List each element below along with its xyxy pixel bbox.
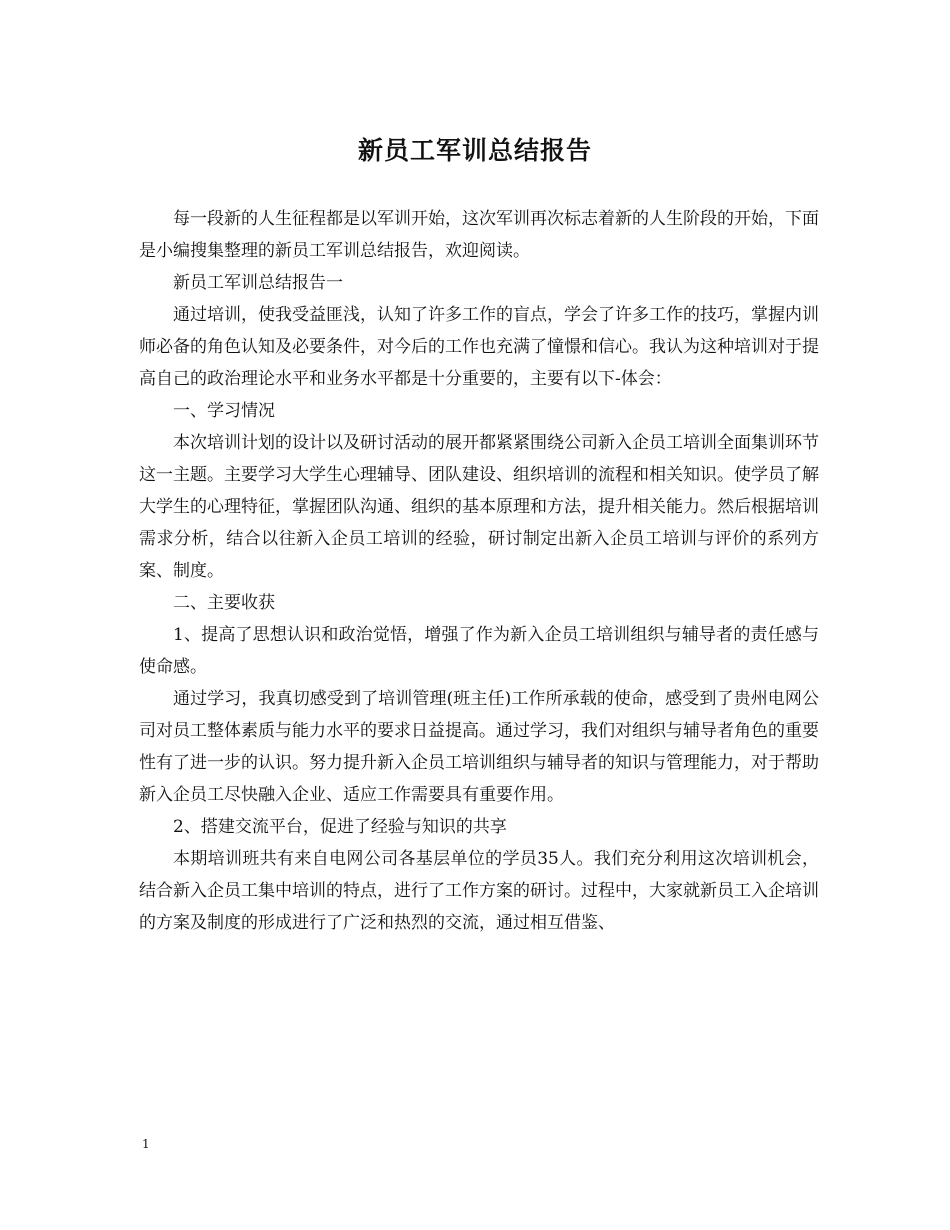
document-body [139,203,819,939]
gain-two-heading: 2、搭建交流平台，促进了经验与知识的共享 [173,817,507,837]
page-number: 1 [142,1137,150,1151]
document-title: 新员工军训总结报告 [357,136,592,165]
training-summary-paragraph: 通过培训，使我受益匪浅，认知了许多工作的盲点，学会了许多工作的技巧，掌握内训师必备的角色认知及必要条件，对今后的工作也充满了憧憬和信心。我认为这种培训对于提高自己的政治理论水平和业务水平都是十分重要的，主要有以下-体会： [139,305,819,389]
learning-paragraph: 本次培训计划的设计以及研讨活动的展开都紧紧围绕公司新入企员工培训全面集训环节这一主题。主要学习大学生心理辅导、团队建设、组织培训的流程和相关知识。使学员了解大学生的心理特征，掌握团队沟通、组织的基本原理和方法，提升相关能力。然后根据培训需求分析，结合以往新入企员工培训的经验，研讨制定出新入企员工培训与评价的系列方案、制度。 [139,433,819,581]
section-heading-report-one: 新员工军训总结报告一 [173,273,343,293]
section-heading-gains: 二、主要收获 [173,593,275,613]
gain-two-paragraph: 本期培训班共有来自电网公司各基层单位的学员35人。我们充分利用这次培训机会，结合新入企员工集中培训的特点，进行了工作方案的研讨。过程中，大家就新员工入企培训的方案及制度的形成进行了广泛和热烈的交流，通过相互借鉴、 [139,849,819,933]
gain-one-paragraph: 通过学习，我真切感受到了培训管理(班主任)工作所承载的使命，感受到了贵州电网公司对员工整体素质与能力水平的要求日益提高。通过学习，我们对组织与辅导者角色的重要性有了进一步的认识。努力提升新入企员工培训组织与辅导者的知识与管理能力，对于帮助新入企员工尽快融入企业、适应工作需要具有重要作用。 [139,689,819,805]
gain-one-heading: 1、提高了思想认识和政治觉悟，增强了作为新入企员工培训组织与辅导者的责任感与使命感。 [139,625,819,677]
intro-paragraph: 每一段新的人生征程都是以军训开始，这次军训再次标志着新的人生阶段的开始，下面是小编搜集整理的新员工军训总结报告，欢迎阅读。 [139,209,819,261]
section-heading-learning: 一、学习情况 [173,401,275,421]
